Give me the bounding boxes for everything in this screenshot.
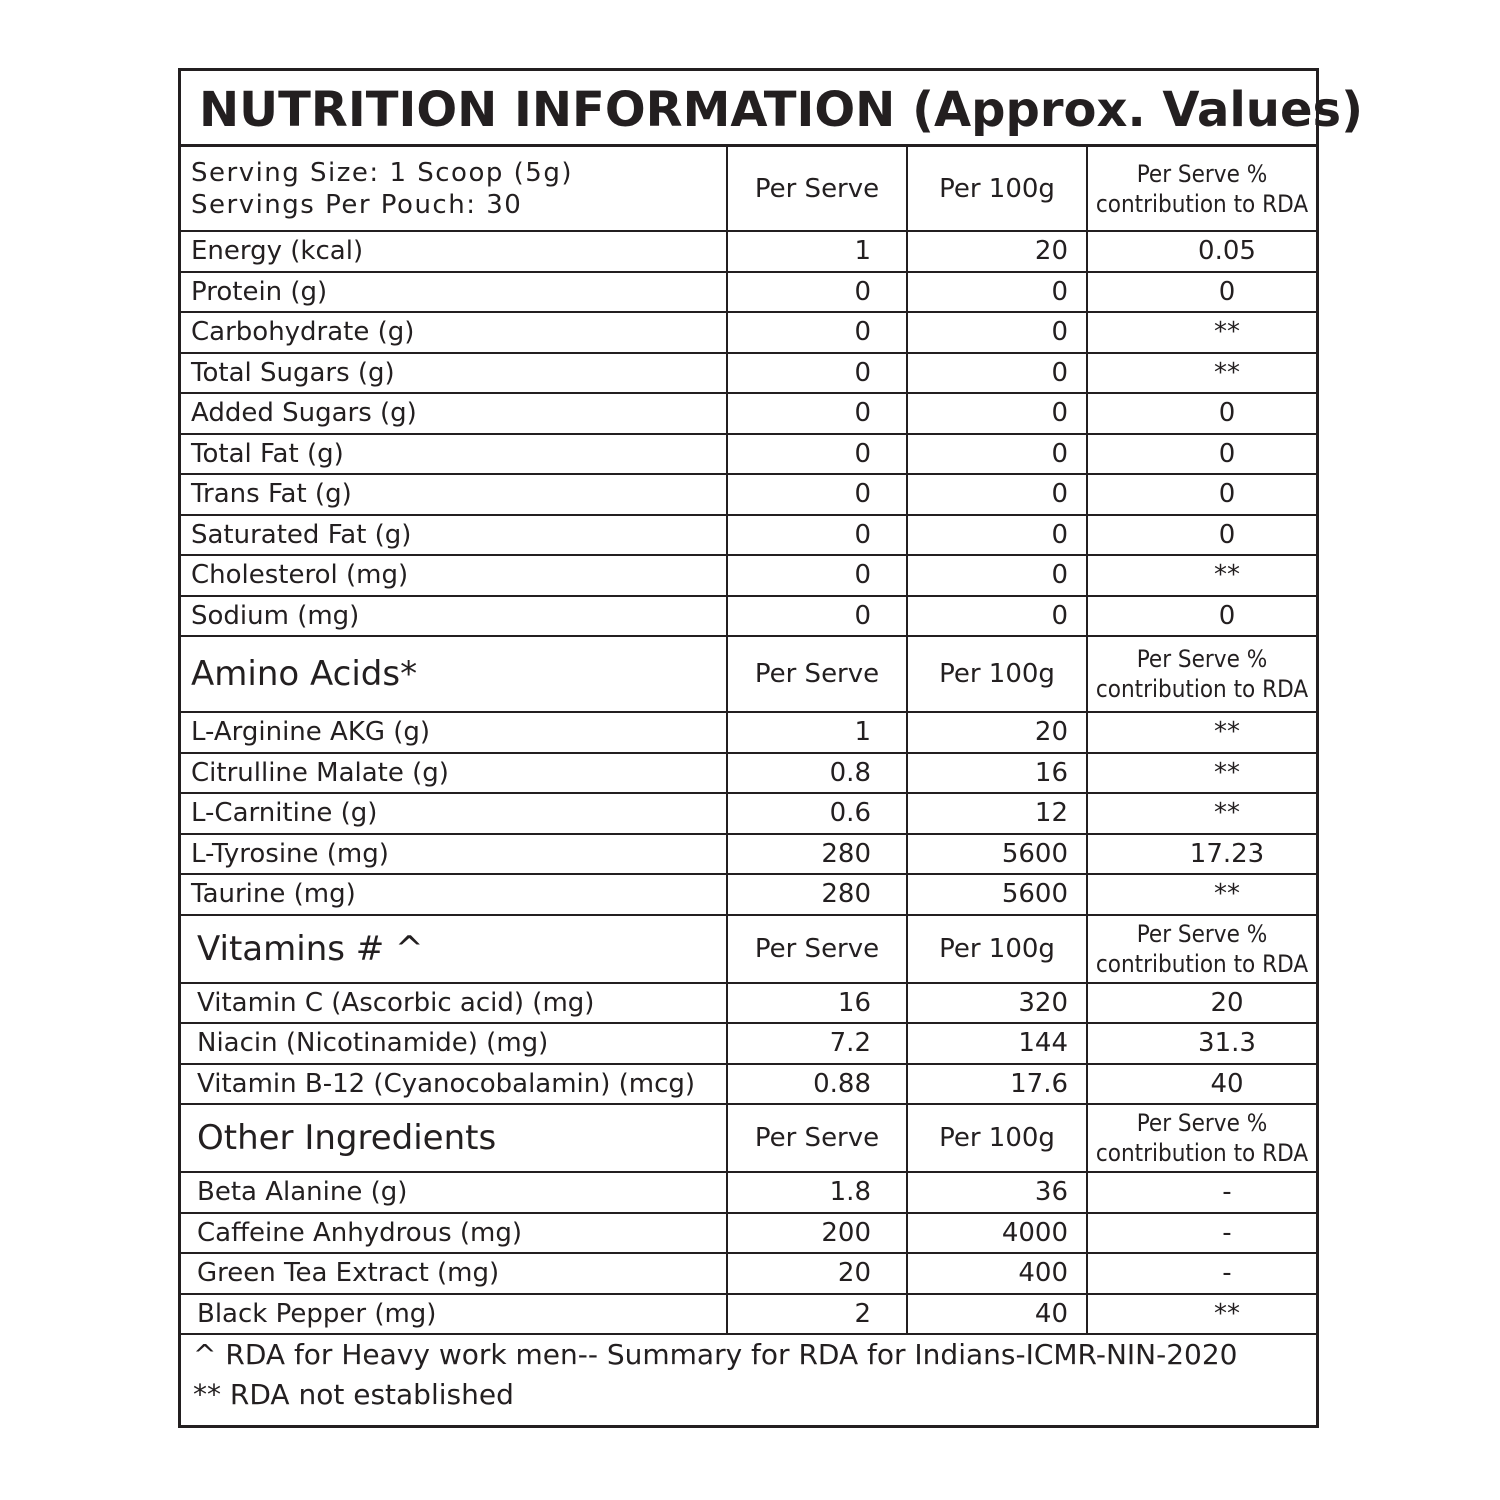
serving-info xyxy=(181,147,727,231)
per-100g-value: 20 xyxy=(907,712,1087,753)
vitamins-header-row xyxy=(181,915,1316,983)
rda-value: 0 xyxy=(1087,272,1316,313)
nutrient-name: Saturated Fat (g) xyxy=(181,515,727,556)
table-row xyxy=(181,434,1316,475)
per-serve-value: 0 xyxy=(727,596,907,637)
per-serve-value: 0 xyxy=(727,353,907,394)
footnote-rda-source: ^ RDA for Heavy work men-- Summary for RDA for Indians-ICMR-NIN-2020 xyxy=(193,1338,1238,1371)
amino-acids-heading: Amino Acids* xyxy=(181,636,727,712)
per-serve-value: 280 xyxy=(727,834,907,875)
rda-value: - xyxy=(1087,1172,1316,1213)
table-row xyxy=(181,1064,1316,1105)
rda-header-line1: Per Serve % xyxy=(1136,1109,1268,1137)
table-row xyxy=(181,515,1316,556)
rda-value: ** xyxy=(1087,1294,1316,1335)
rda-value: ** xyxy=(1087,874,1316,915)
per-100g-value: 0 xyxy=(907,353,1087,394)
table-row xyxy=(181,1172,1316,1213)
col-header-rda xyxy=(1087,147,1316,231)
rda-value: 0 xyxy=(1087,434,1316,475)
per-serve-value: 0.88 xyxy=(727,1064,907,1105)
per-serve-value: 0 xyxy=(727,515,907,556)
table-row xyxy=(181,596,1316,637)
per-serve-value: 1 xyxy=(727,231,907,272)
nutrient-name: L-Arginine AKG (g) xyxy=(181,712,727,753)
per-serve-value: 7.2 xyxy=(727,1023,907,1064)
nutrient-name: Vitamin C (Ascorbic acid) (mg) xyxy=(181,983,727,1024)
table-row xyxy=(181,793,1316,834)
per-100g-value: 12 xyxy=(907,793,1087,834)
other-ingredients-heading: Other Ingredients xyxy=(181,1104,727,1172)
rda-value: - xyxy=(1087,1213,1316,1254)
nutrient-name: Vitamin B-12 (Cyanocobalamin) (mcg) xyxy=(181,1064,727,1105)
rda-value: ** xyxy=(1087,793,1316,834)
per-100g-value: 0 xyxy=(907,555,1087,596)
nutrient-name: Sodium (mg) xyxy=(181,596,727,637)
table-row xyxy=(181,474,1316,515)
table-row xyxy=(181,1253,1316,1294)
col-header-per-100g: Per 100g xyxy=(907,1104,1087,1172)
rda-value: 31.3 xyxy=(1087,1023,1316,1064)
table-row xyxy=(181,555,1316,596)
nutrient-name: Protein (g) xyxy=(181,272,727,313)
per-100g-value: 0 xyxy=(907,393,1087,434)
nutrition-table xyxy=(181,147,1316,1335)
per-serve-value: 0 xyxy=(727,434,907,475)
rda-header-line2: contribution to RDA xyxy=(1095,949,1309,978)
per-100g-value: 144 xyxy=(907,1023,1087,1064)
col-header-per-serve: Per Serve xyxy=(727,147,907,231)
per-100g-value: 400 xyxy=(907,1253,1087,1294)
col-header-per-100g: Per 100g xyxy=(907,147,1087,231)
col-header-rda xyxy=(1087,915,1316,983)
table-row xyxy=(181,834,1316,875)
rda-value: 20 xyxy=(1087,983,1316,1024)
rda-value: - xyxy=(1087,1253,1316,1294)
col-header-per-100g: Per 100g xyxy=(907,915,1087,983)
other-ingredients-header-row xyxy=(181,1104,1316,1172)
nutrient-name: Trans Fat (g) xyxy=(181,474,727,515)
col-header-per-serve: Per Serve xyxy=(727,636,907,712)
per-100g-value: 0 xyxy=(907,312,1087,353)
col-header-rda xyxy=(1087,636,1316,712)
nutrient-name: Carbohydrate (g) xyxy=(181,312,727,353)
nutrient-name: L-Tyrosine (mg) xyxy=(181,834,727,875)
per-100g-value: 0 xyxy=(907,272,1087,313)
rda-value: 40 xyxy=(1087,1064,1316,1105)
table-row xyxy=(181,231,1316,272)
per-100g-value: 0 xyxy=(907,515,1087,556)
per-serve-value: 16 xyxy=(727,983,907,1024)
nutrient-name: Energy (kcal) xyxy=(181,231,727,272)
table-row xyxy=(181,753,1316,794)
rda-header-line2: contribution to RDA xyxy=(1095,1139,1309,1167)
table-row xyxy=(181,1023,1316,1064)
nutrient-name: Total Fat (g) xyxy=(181,434,727,475)
table-row xyxy=(181,712,1316,753)
nutrition-panel xyxy=(178,68,1364,1428)
per-100g-value: 4000 xyxy=(907,1213,1087,1254)
nutrient-name: Taurine (mg) xyxy=(181,874,727,915)
per-serve-value: 0 xyxy=(727,474,907,515)
table-row xyxy=(181,312,1316,353)
col-header-per-serve: Per Serve xyxy=(727,915,907,983)
rda-header-line1: Per Serve % xyxy=(1136,645,1268,673)
per-serve-value: 280 xyxy=(727,874,907,915)
per-serve-value: 1 xyxy=(727,712,907,753)
nutrient-name: Citrulline Malate (g) xyxy=(181,753,727,794)
footnotes xyxy=(181,1335,1316,1425)
nutrient-name: Black Pepper (mg) xyxy=(181,1294,727,1335)
per-serve-value: 0.8 xyxy=(727,753,907,794)
rda-value: ** xyxy=(1087,712,1316,753)
per-100g-value: 5600 xyxy=(907,874,1087,915)
per-serve-value: 0 xyxy=(727,312,907,353)
rda-value: 17.23 xyxy=(1087,834,1316,875)
col-header-per-serve: Per Serve xyxy=(727,1104,907,1172)
per-serve-value: 200 xyxy=(727,1213,907,1254)
rda-header-line2: contribution to RDA xyxy=(1095,189,1309,218)
rda-value: 0 xyxy=(1087,596,1316,637)
rda-value: ** xyxy=(1087,555,1316,596)
per-100g-value: 0 xyxy=(907,596,1087,637)
per-serve-value: 0 xyxy=(727,272,907,313)
table-row xyxy=(181,1213,1316,1254)
per-100g-value: 0 xyxy=(907,434,1087,475)
footnote-rda-not-established: ** RDA not established xyxy=(193,1378,514,1411)
rda-header-line2: contribution to RDA xyxy=(1095,675,1309,703)
per-100g-value: 17.6 xyxy=(907,1064,1087,1105)
rda-header-line1: Per Serve % xyxy=(1136,159,1268,188)
nutrient-name: Added Sugars (g) xyxy=(181,393,727,434)
nutrient-name: Cholesterol (mg) xyxy=(181,555,727,596)
nutrient-name: L-Carnitine (g) xyxy=(181,793,727,834)
rda-value: 0.05 xyxy=(1087,231,1316,272)
rda-value: ** xyxy=(1087,312,1316,353)
nutrient-name: Caffeine Anhydrous (mg) xyxy=(181,1213,727,1254)
nutrient-name: Green Tea Extract (mg) xyxy=(181,1253,727,1294)
table-row xyxy=(181,1294,1316,1335)
panel-title: NUTRITION INFORMATION (Approx. Values) xyxy=(181,71,1316,147)
col-header-rda xyxy=(1087,1104,1316,1172)
per-serve-value: 0 xyxy=(727,393,907,434)
per-serve-value: 1.8 xyxy=(727,1172,907,1213)
per-100g-value: 36 xyxy=(907,1172,1087,1213)
per-serve-value: 0 xyxy=(727,555,907,596)
vitamins-heading: Vitamins # ^ xyxy=(181,915,727,983)
per-serve-value: 20 xyxy=(727,1253,907,1294)
table-row xyxy=(181,393,1316,434)
per-100g-value: 40 xyxy=(907,1294,1087,1335)
rda-value: 0 xyxy=(1087,515,1316,556)
nutrient-name: Beta Alanine (g) xyxy=(181,1172,727,1213)
per-serve-value: 0.6 xyxy=(727,793,907,834)
amino-acids-header-row xyxy=(181,636,1316,712)
servings-per-pouch: Servings Per Pouch: 30 xyxy=(191,189,523,220)
per-100g-value: 5600 xyxy=(907,834,1087,875)
table-row xyxy=(181,983,1316,1024)
per-100g-value: 20 xyxy=(907,231,1087,272)
serving-header-row xyxy=(181,147,1316,231)
col-header-per-100g: Per 100g xyxy=(907,636,1087,712)
per-serve-value: 2 xyxy=(727,1294,907,1335)
table-row xyxy=(181,353,1316,394)
rda-value: ** xyxy=(1087,753,1316,794)
table-row xyxy=(181,874,1316,915)
per-100g-value: 0 xyxy=(907,474,1087,515)
rda-value: 0 xyxy=(1087,474,1316,515)
table-row xyxy=(181,272,1316,313)
serving-size: Serving Size: 1 Scoop (5g) xyxy=(191,157,573,188)
per-100g-value: 320 xyxy=(907,983,1087,1024)
nutrient-name: Total Sugars (g) xyxy=(181,353,727,394)
rda-header-line1: Per Serve % xyxy=(1136,919,1268,948)
per-100g-value: 16 xyxy=(907,753,1087,794)
nutrient-name: Niacin (Nicotinamide) (mg) xyxy=(181,1023,727,1064)
rda-value: 0 xyxy=(1087,393,1316,434)
rda-value: ** xyxy=(1087,353,1316,394)
